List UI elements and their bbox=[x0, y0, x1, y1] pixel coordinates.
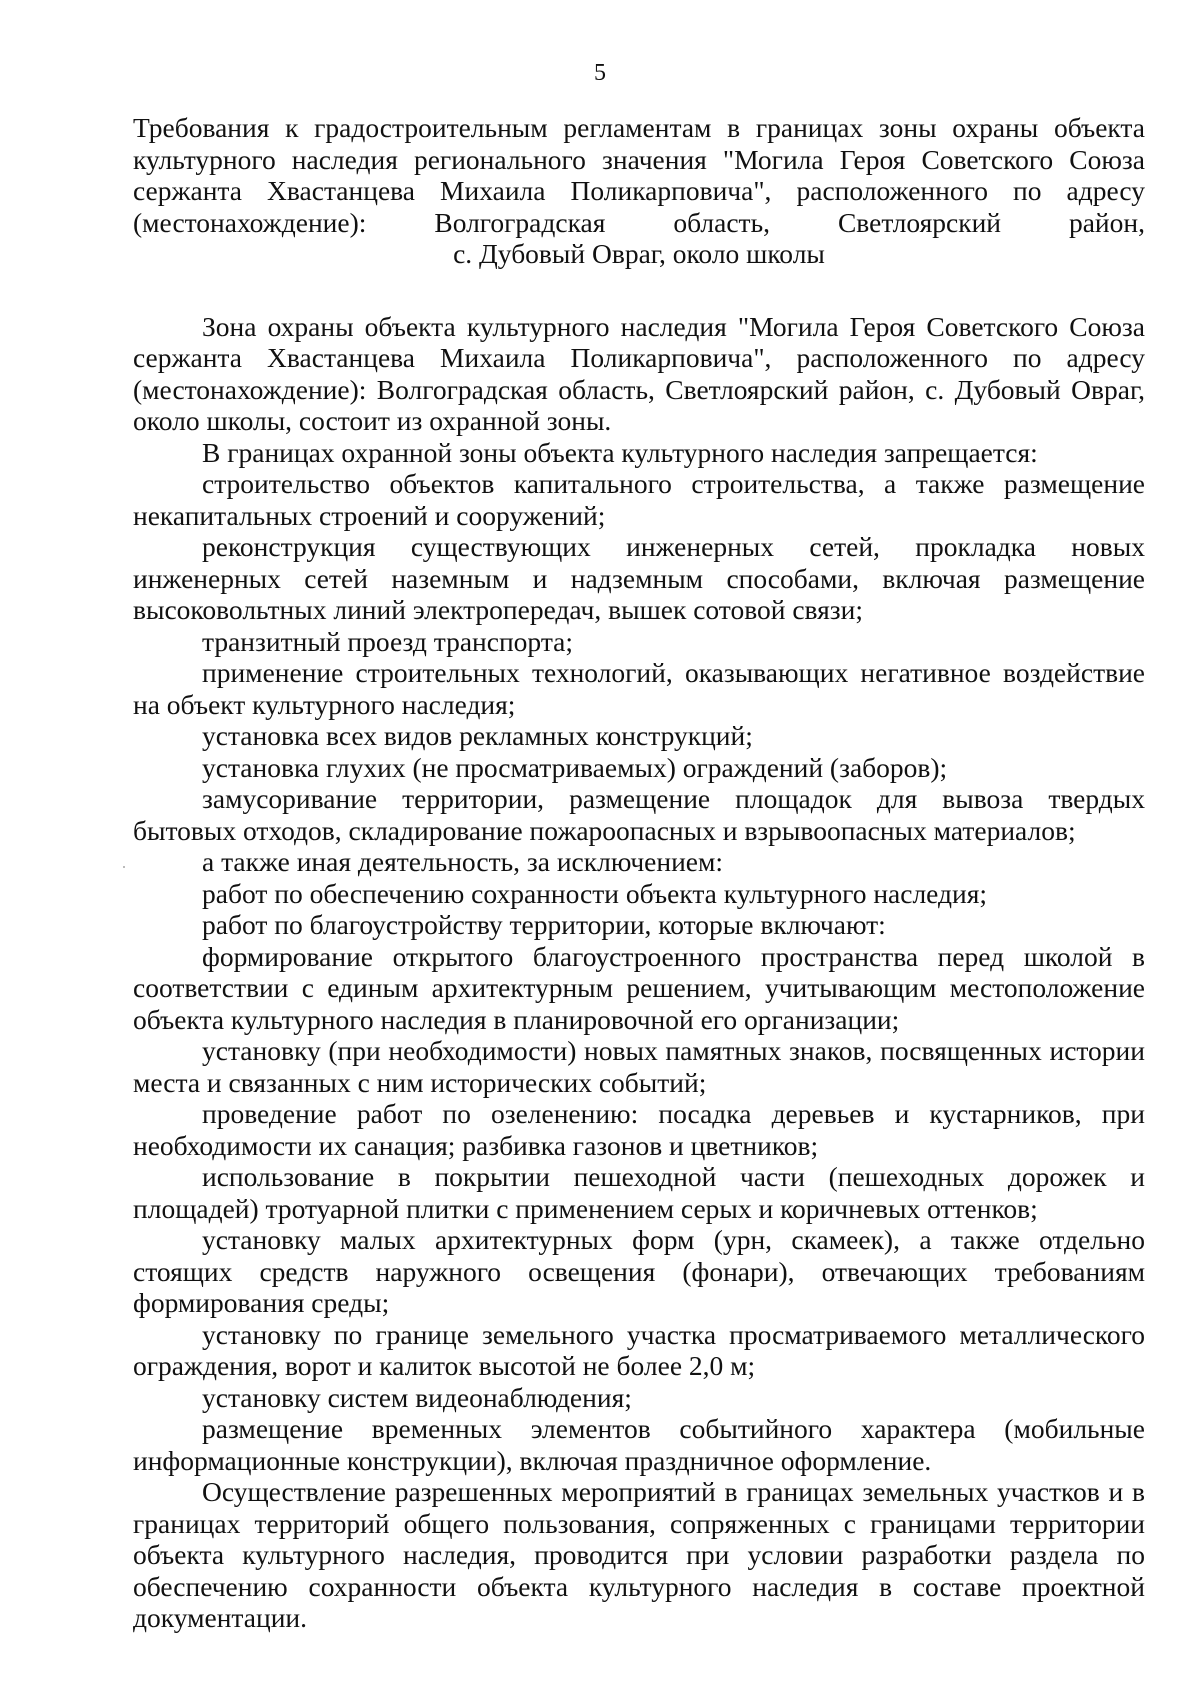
paragraph-conclusion: Осуществление разрешенных мероприятий в границах земельных участков и в границах территорий общего пользования, сопряженных с границами территории объекта культурного наследия, проводится при условии разработки раздела по обеспечению сохранности объекта культурного наследия в составе проектной документации. bbox=[133, 1476, 1145, 1633]
title-line: с. Дубовый Овраг, около школы bbox=[453, 238, 825, 269]
list-item: установка глухих (не просматриваемых) ограждений (заборов); bbox=[202, 751, 948, 783]
list-item: размещение временных элементов событийного характера (мобильные информационные конструкции), включая праздничное оформление. bbox=[133, 1413, 1145, 1476]
list-item: установку малых архитектурных форм (урн, скамеек), а также отдельно стоящих средств наружного освещения (фонари), отвечающих требованиям формирования среды; bbox=[133, 1224, 1145, 1318]
scan-speck bbox=[123, 866, 125, 868]
list-item: работ по благоустройству территории, которые включают: bbox=[202, 909, 886, 940]
list-item: применение строительных технологий, оказывающих негативное воздействие на объект культурного наследия; bbox=[133, 657, 1145, 720]
document-title bbox=[133, 112, 1145, 270]
list-item: формирование открытого благоустроенного пространства перед школой в соответствии с единым архитектурным решением, учитывающим местоположение объекта культурного наследия в планировочной его организации; bbox=[133, 940, 1145, 1035]
page-number: 5 bbox=[594, 60, 606, 86]
list-item: установка всех видов рекламных конструкций; bbox=[202, 720, 753, 751]
document-body bbox=[133, 112, 1145, 1634]
list-item: проведение работ по озеленению: посадка деревьев и кустарников, при необходимости их санация; разбивка газонов и цветников; bbox=[133, 1098, 1145, 1161]
paragraph-exceptions-intro: а также иная деятельность, за исключением: bbox=[202, 846, 724, 877]
paragraph-list bbox=[133, 311, 1145, 1634]
list-item: использование в покрытии пешеходной части (пешеходных дорожек и площадей) тротуарной плитки с применением серых и коричневых оттенков; bbox=[133, 1161, 1145, 1224]
list-item: установку по границе земельного участка просматриваемого металлического ограждения, ворот и калиток высотой не более 2,0 м; bbox=[133, 1318, 1145, 1381]
list-item: работ по обеспечению сохранности объекта культурного наследия; bbox=[202, 877, 988, 909]
list-item: транзитный проезд транспорта; bbox=[202, 625, 574, 657]
list-item: реконструкция существующих инженерных сетей, прокладка новых инженерных сетей наземным и надземным способами, включая размещение высоковольтных линий электропередач, вышек сотовой связи; bbox=[133, 531, 1145, 625]
list-item: строительство объектов капитального строительства, а также размещение некапитальных строений и сооружений; bbox=[133, 468, 1145, 531]
title-line: (местонахождение): Волгоградская область, Светлоярский район, bbox=[133, 206, 1145, 238]
list-item: замусоривание территории, размещение площадок для вывоза твердых бытовых отходов, складирование пожароопасных и взрывоопасных материалов; bbox=[133, 783, 1145, 846]
list-item: установку (при необходимости) новых памятных знаков, посвященных истории места и связанных с ним исторических событий; bbox=[133, 1035, 1145, 1098]
paragraph-zone-description: Зона охраны объекта культурного наследия "Могила Героя Советского Союза сержанта Хвастанцева Михаила Поликарповича", расположенного по адресу (местонахождение): Волгоградская область, Светлоярский район, с. Дубовый Овраг, около школы, состоит из охранной зоны. bbox=[133, 310, 1145, 436]
title-line: Требования к градостроительным регламентам в границах зоны охраны объекта bbox=[133, 112, 1145, 143]
title-line: сержанта Хвастанцева Михаила Поликарповича", расположенного по адресу bbox=[133, 175, 1145, 206]
list-item: установку систем видеонаблюдения; bbox=[202, 1381, 632, 1413]
paragraph-prohibitions-intro: В границах охранной зоны объекта культурного наследия запрещается: bbox=[202, 436, 1038, 468]
title-line: культурного наследия регионального значения "Могила Героя Советского Союза bbox=[133, 143, 1145, 175]
